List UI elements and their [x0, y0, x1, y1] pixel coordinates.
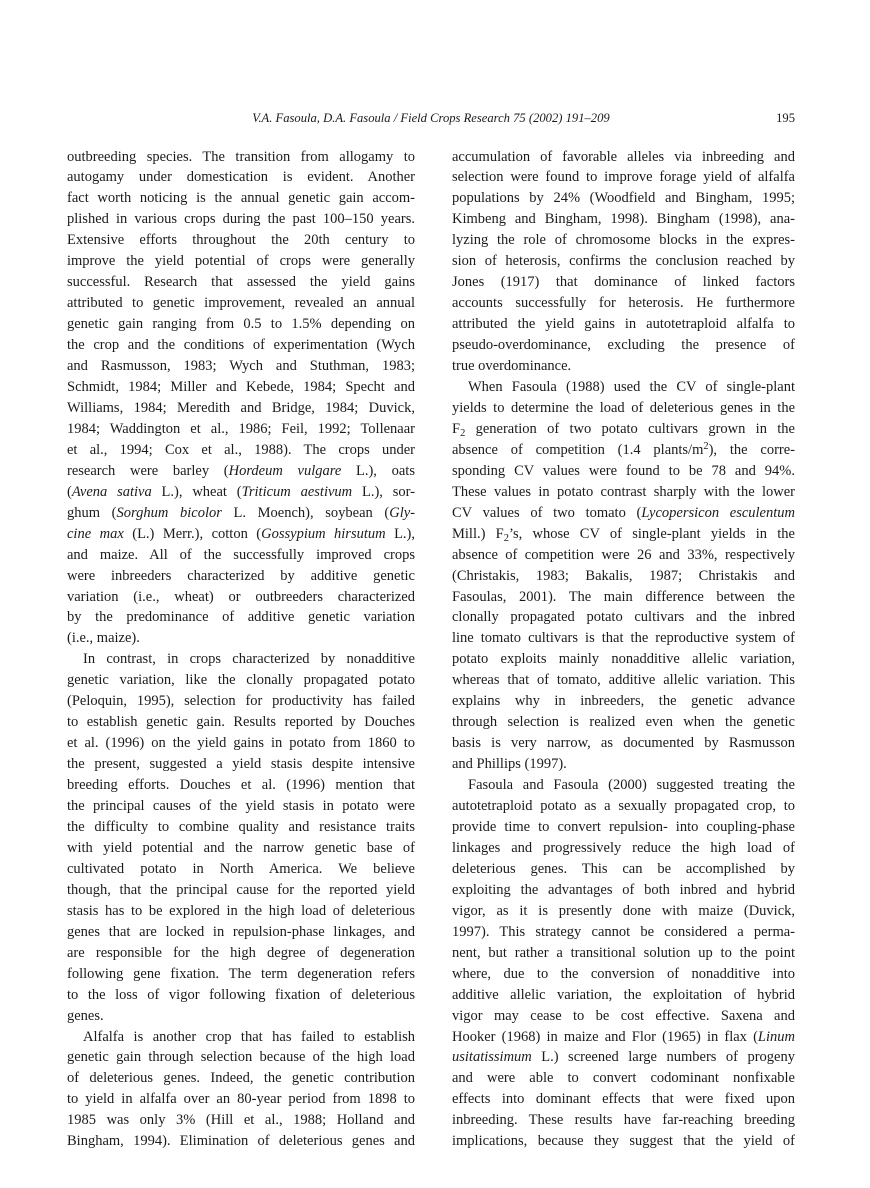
text-run: (	[67, 483, 72, 500]
subscript: 2	[503, 532, 509, 544]
text-line: populations by 24% (Woodfield and Bingham, 1995;	[452, 190, 795, 207]
text-line: Bingham, 1994). Elimination of deleterious genes and	[67, 1133, 415, 1150]
text-line: line tomato cultivars is that the reproductive system of	[452, 630, 795, 647]
text-line: autogamy under domestication is evident. Another	[67, 169, 415, 186]
text-line: sponding CV values were found to be 78 and 94%.	[452, 462, 795, 479]
text-line: attributed the yield gains in autotetraploid alfalfa to	[452, 316, 795, 333]
text-line: were inbreeders characterized by additive genetic	[67, 567, 415, 584]
text-line: genetic variation, like the clonally propagated potato	[67, 672, 415, 689]
text-line: effects into dominant effects that were fixed upon	[452, 1091, 795, 1108]
text-line	[452, 524, 795, 545]
text-run: L.) screened large numbers of progeny	[531, 1049, 795, 1066]
text-line: et al. (1996) on the yield gains in potato from 1860 to	[67, 735, 415, 752]
text-line: These values in potato contrast sharply with the lower	[452, 483, 795, 500]
italic-term: cine max	[67, 525, 124, 542]
text-line: additive allelic variation, the exploitation of hybrid	[452, 986, 795, 1003]
text-line: the difficulty to combine quality and resistance traits	[67, 819, 415, 835]
text-line: through selection is realized even when the genetic	[452, 714, 795, 731]
text-run: ), the corre-	[708, 441, 795, 458]
text-run: ’s, whose CV of single-plant yields in the	[508, 525, 795, 542]
text-run: (L.) Merr.), cotton (	[123, 525, 262, 542]
text-line: breeding efforts. Douches et al. (1996) mention that	[67, 777, 415, 794]
text-line: to yield in alfalfa over an 80-year period from 1898 to	[67, 1091, 415, 1108]
text-line: provide time to convert repulsion- into coupling-phase	[452, 819, 795, 835]
right-text-column	[452, 147, 795, 1153]
text-run: CV values of two tomato (	[452, 504, 642, 521]
paragraph	[452, 147, 795, 377]
running-header	[67, 109, 795, 127]
text-line: successful. Research that assessed the yield gains	[67, 274, 415, 291]
text-line: genetic gain ranging from 0.5 to 1.5% depending on	[67, 316, 415, 333]
text-line: are responsible for the high degree of degeneration	[67, 944, 415, 961]
text-line: Alfalfa is another crop that has failed to establish	[83, 1028, 415, 1045]
text-run: L.), oats	[341, 462, 415, 479]
text-line: implications, because they suggest that the yield of	[452, 1133, 795, 1150]
text-run: L.), wheat (	[151, 483, 242, 500]
text-line: When Fasoula (1988) used the CV of single-plant	[468, 378, 795, 395]
text-line: of deleterious genes. Indeed, the genetic contribution	[67, 1070, 415, 1087]
running-header-title: V.A. Fasoula, D.A. Fasoula / Field Crops Research 75 (2002) 191–209	[252, 111, 610, 125]
text-line: (i.e., maize).	[67, 630, 140, 647]
text-line: potato exploits mainly nonadditive allelic variation,	[452, 651, 795, 668]
text-line: et al., 1994; Cox et al., 1988). The crops under	[67, 441, 415, 458]
text-line: stasis has to be explored in the high load of deleterious	[67, 902, 415, 919]
italic-term: Hordeum vulgare	[228, 462, 342, 479]
text-line	[452, 1047, 795, 1068]
text-line: the crop and the conditions of experimentation (Wych	[67, 337, 415, 354]
superscript: 2	[703, 440, 709, 452]
text-line: In contrast, in crops characterized by nonadditive	[83, 651, 415, 668]
text-line: clonally propagated potato cultivars and the inbred	[452, 609, 795, 626]
text-line	[67, 461, 415, 482]
text-line: deleterious genes. This can be accomplished by	[452, 860, 795, 877]
text-line	[67, 503, 415, 524]
text-line: autotetraploid potato as a sexually propagated crop, to	[452, 798, 795, 815]
text-line: (Peloquin, 1995), selection for productivity has failed	[67, 693, 415, 710]
text-line	[67, 524, 415, 545]
italic-term: Sorghum bicolor	[116, 504, 222, 521]
text-line: though, that the principal cause for the reported yield	[67, 881, 415, 898]
text-line: absence of competition were 26 and 33%, respectively	[452, 546, 795, 563]
text-line: whereas that of tomato, additive allelic variation. This	[452, 672, 795, 689]
subscript: 2	[460, 427, 466, 439]
text-line: true overdominance.	[452, 358, 572, 375]
text-line: the principal causes of the yield stasis in potato were	[67, 798, 415, 815]
text-line: Extensive efforts throughout the 20th century to	[67, 232, 415, 249]
text-line: exploiting the advantages of both inbred and hybrid	[452, 881, 795, 898]
italic-term: Linum	[757, 1028, 795, 1045]
text-line	[452, 440, 795, 461]
paragraph	[452, 775, 795, 1152]
text-line: Schmidt, 1984; Miller and Kebede, 1984; Specht and	[67, 378, 415, 395]
text-line: genetic gain through selection because of the high load	[67, 1049, 415, 1066]
text-line: nent, but rather a transitional solution up to the point	[452, 944, 795, 961]
text-line: to establish genetic gain. Results reported by Douches	[67, 714, 415, 731]
text-line: by the predominance of additive genetic variation	[67, 609, 415, 626]
text-line: attributed to genetic improvement, revealed an annual	[67, 295, 415, 312]
italic-term: Avena sativa	[71, 483, 152, 500]
text-line: vigor, as it is presently done with maize (Duvick,	[452, 902, 795, 919]
left-text-column	[67, 147, 415, 1153]
paragraph	[67, 1027, 415, 1153]
text-line: where, due to the conversion of nonadditive into	[452, 965, 795, 982]
text-line: (Christakis, 1983; Bakalis, 1987; Christakis and	[452, 567, 795, 584]
text-line	[67, 482, 415, 503]
text-line: to the loss of vigor following fixation of deleterious	[67, 986, 415, 1003]
text-line: the present, suggested a yield stasis despite intensive	[67, 756, 415, 773]
text-line: and Phillips (1997).	[452, 756, 567, 773]
text-line: fact worth noticing is the annual genetic gain accom-	[67, 190, 415, 207]
text-line: Jones (1917) that dominance of linked factors	[452, 274, 795, 291]
italic-term: Gly-	[389, 504, 415, 521]
text-line: Fasoulas, 2001). The main difference between the	[452, 588, 795, 605]
text-line: selection were found to improve forage yield of alfalfa	[452, 169, 795, 186]
italic-term: Triticum aestivum	[241, 483, 353, 500]
text-run: Mill.) F	[452, 525, 504, 542]
text-run: L.), sor-	[352, 483, 415, 500]
italic-term: usitatissimum	[452, 1049, 532, 1066]
text-run: F	[452, 420, 461, 437]
text-line: and Rasmusson, 1983; Wych and Stuthman, 1983;	[67, 358, 415, 375]
text-line: variation (i.e., wheat) or outbreeders characterized	[67, 588, 415, 605]
text-line: inbreeding. These results have far-reaching breeding	[452, 1112, 795, 1129]
text-line: accounts successfully for heterosis. He furthermore	[452, 295, 795, 312]
text-line: yields to determine the load of deleterious genes in the	[452, 399, 795, 416]
text-line: 1997). This strategy cannot be considered a perma-	[452, 923, 795, 940]
text-line: genes that are locked in repulsion-phase linkages, and	[67, 923, 415, 940]
text-run: generation of two potato cultivars grown in the	[465, 420, 795, 437]
text-run: ghum (	[67, 504, 117, 521]
text-line: plished in various crops during the past 100–150 years.	[67, 211, 415, 228]
text-line: lyzing the role of chromosome blocks in the expres-	[452, 232, 795, 249]
text-run: absence of competition (1.4 plants/m	[452, 441, 704, 458]
italic-term: Lycopersicon esculentum	[641, 504, 795, 521]
text-line: accumulation of favorable alleles via inbreeding and	[452, 148, 795, 165]
text-line: basis is very narrow, as documented by Rasmusson	[452, 735, 795, 752]
text-run: Hooker (1968) in maize and Flor (1965) in flax (	[452, 1028, 758, 1045]
text-line: improve the yield potential of crops were generally	[67, 253, 415, 270]
text-line: 1984; Waddington et al., 1986; Feil, 1992; Tollenaar	[67, 420, 415, 437]
text-line: and were able to convert codominant nonfixable	[452, 1070, 795, 1087]
italic-term: Gossypium hirsutum	[261, 525, 386, 542]
text-run: L.),	[385, 525, 415, 542]
text-line: Williams, 1984; Meredith and Bridge, 1984; Duvick,	[67, 399, 415, 416]
text-line: cultivated potato in North America. We believe	[67, 860, 415, 877]
text-run: L. Moench), soybean (	[221, 504, 390, 521]
text-line	[452, 1027, 795, 1048]
text-line: sion of heterosis, confirms the conclusion reached by	[452, 253, 795, 270]
text-line: outbreeding species. The transition from allogamy to	[67, 148, 415, 165]
page-number: 195	[776, 111, 795, 125]
text-line: 1985 was only 3% (Hill et al., 1988; Holland and	[67, 1112, 415, 1129]
paragraph	[67, 649, 415, 1026]
text-line: pseudo-overdominance, excluding the presence of	[452, 337, 795, 354]
text-line	[452, 503, 795, 524]
text-line: Kimbeng and Bingham, 1998). Bingham (1998), ana-	[452, 211, 795, 228]
text-line: Fasoula and Fasoula (2000) suggested treating the	[468, 777, 795, 794]
text-line	[452, 419, 795, 440]
text-line: explains why in inbreeders, the genetic advance	[452, 693, 795, 710]
paragraph	[67, 147, 415, 650]
text-line: vigor may cease to be cost effective. Saxena and	[452, 1007, 795, 1024]
text-line: linkages and progressively reduce the high load of	[452, 839, 795, 856]
text-line: with yield potential and the narrow genetic base of	[67, 839, 415, 856]
text-line: genes.	[67, 1007, 104, 1024]
paragraph	[452, 377, 795, 775]
text-line: following gene fixation. The term degeneration refers	[67, 965, 415, 982]
text-line: and maize. All of the successfully improved crops	[67, 546, 415, 563]
text-run: research were barley (	[67, 462, 229, 479]
